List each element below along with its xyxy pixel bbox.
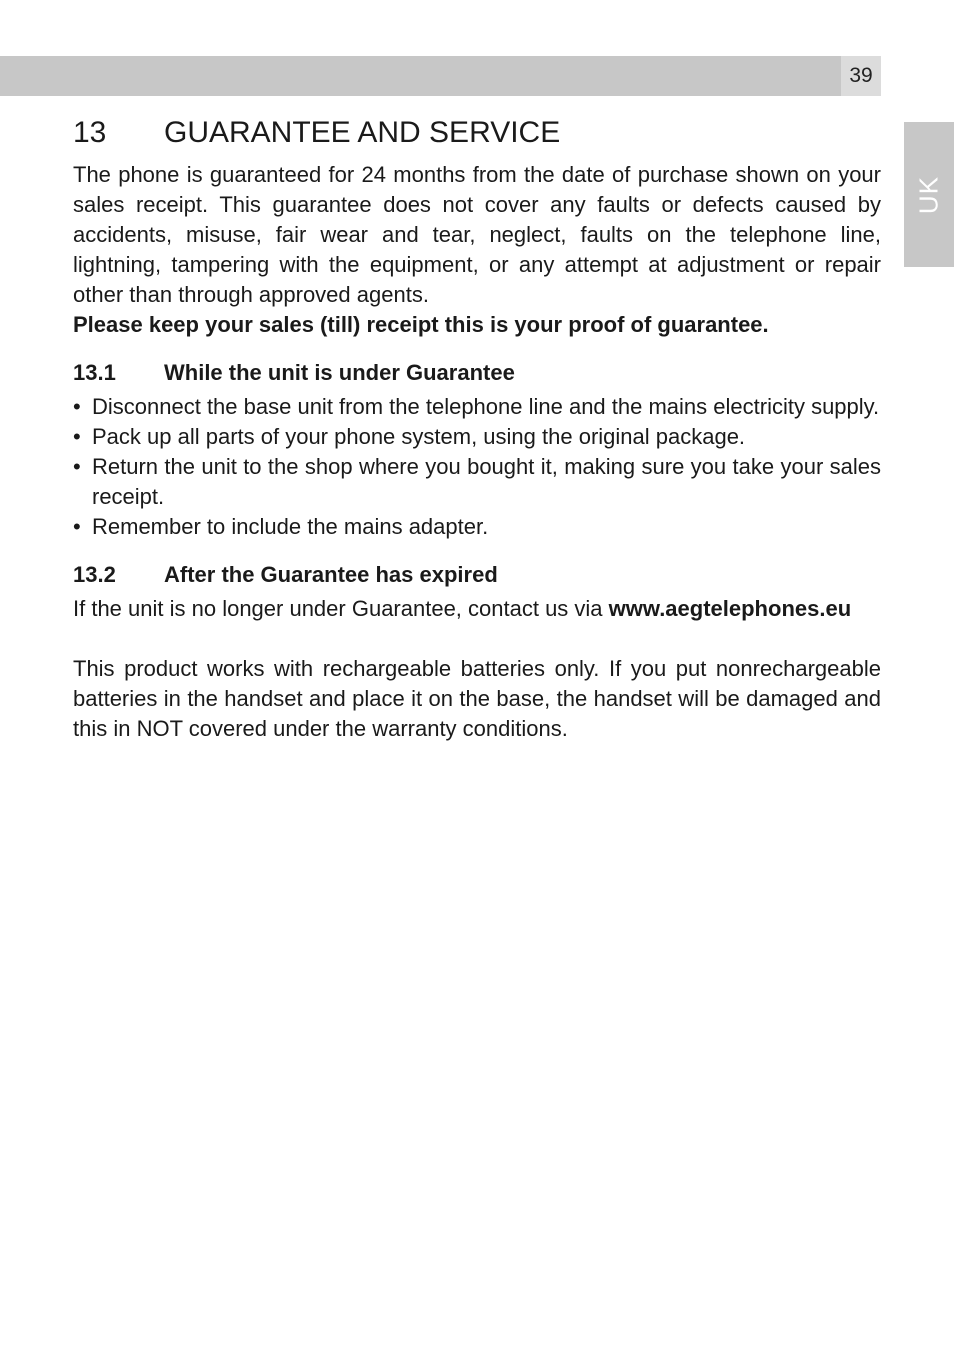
guarantee-steps-list: [73, 392, 881, 542]
subsection-heading-13-1: [73, 358, 881, 388]
language-tab: [904, 122, 954, 267]
list-item: • Remember to include the mains adapter.: [73, 514, 489, 539]
section-heading: [73, 112, 881, 154]
list-item: • Disconnect the base unit from the telephone line and the mains electricity supply.: [73, 394, 880, 419]
page-content: [73, 112, 881, 744]
list-item: • Return the unit to the shop where you bought it, making sure you take your sales receipt.: [73, 454, 881, 509]
battery-warning: This product works with rechargeable batteries only. If you put nonrechargeable batteries in the handset and place it on the base, the handset will be damaged and this in NOT covered under the warranty conditions.: [73, 656, 881, 741]
list-item: • Pack up all parts of your phone system, using the original package.: [73, 424, 746, 449]
guarantee-intro: The phone is guaranteed for 24 months from the date of purchase shown on your sales receipt. This guarantee does not cover any faults or defects caused by accidents, misuse, fair wear and tear, neglect, faults on the telephone line, lightning, tampering with the equipment, or any attempt at adjustment or repair other than through approved agents.: [73, 162, 881, 307]
header-bar: [0, 56, 841, 96]
receipt-note: Please keep your sales (till) receipt this is your proof of guarantee.: [73, 312, 769, 337]
expired-guarantee-text: If the unit is no longer under Guarantee, contact us via www.aegtelephones.eu: [73, 596, 852, 621]
subsection-number: 13.1: [73, 360, 116, 385]
subsection-title: After the Guarantee has expired: [164, 562, 498, 587]
subsection-heading-13-2: [73, 560, 881, 590]
section-number: 13: [73, 116, 107, 149]
subsection-number: 13.2: [73, 562, 116, 587]
section-title: GUARANTEE AND SERVICE: [164, 116, 561, 149]
website-link[interactable]: www.aegtelephones.eu: [608, 596, 852, 621]
page-number: 39: [841, 56, 881, 96]
subsection-title: While the unit is under Guarantee: [164, 360, 515, 385]
language-tab-label: UK: [913, 175, 944, 214]
